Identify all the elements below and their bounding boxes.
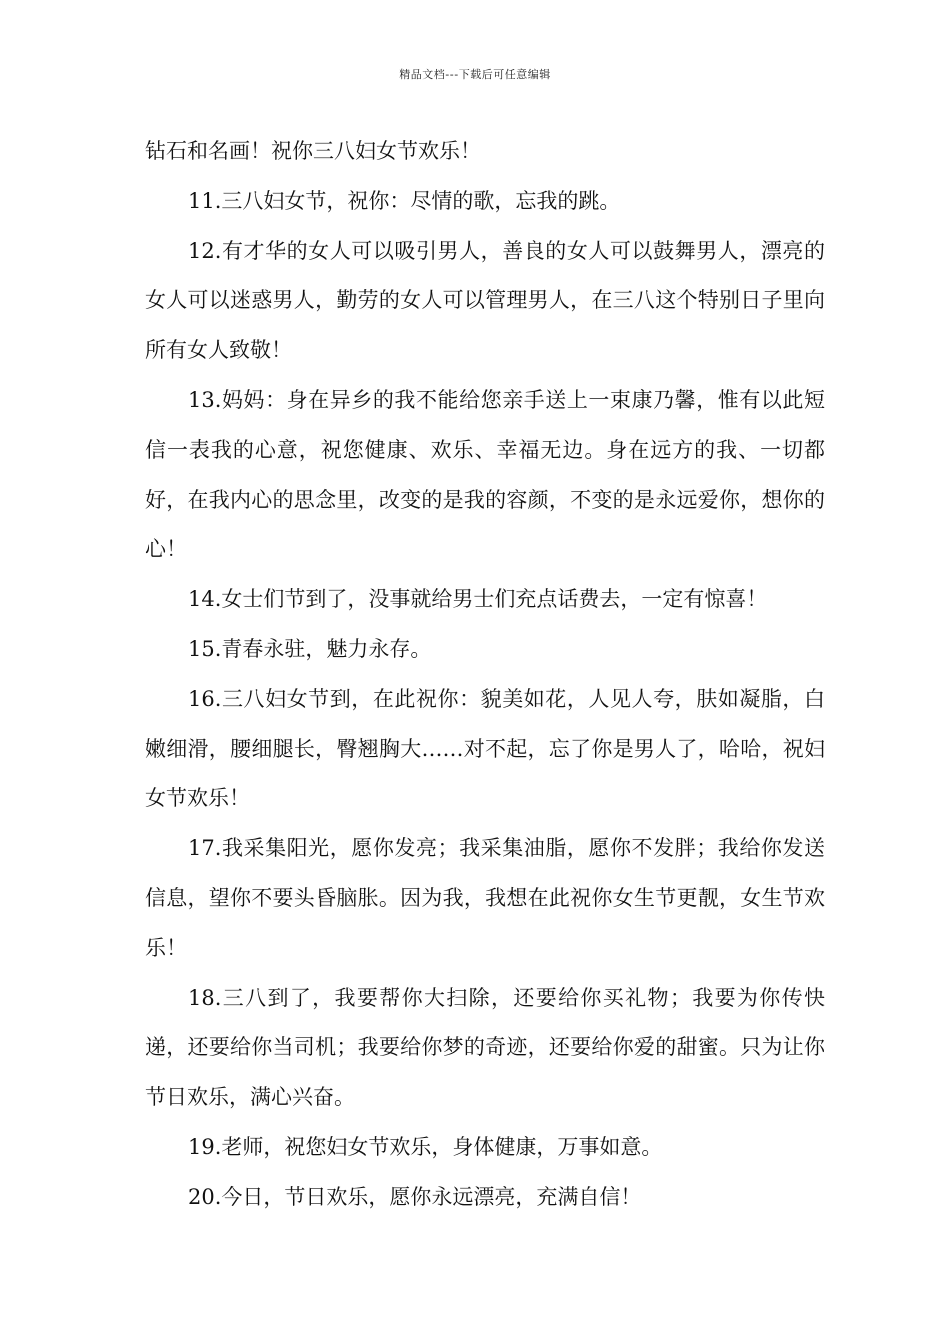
document-body <box>145 127 825 1223</box>
page-header: 精品文档---下载后可任意编辑 <box>399 68 551 81</box>
paragraph-item-18: 18.三八到了，我要帮你大扫除，还要给你买礼物；我要为你传快递，还要给你当司机；我要给你梦的奇迹，还要给你爱的甜蜜。只为让你节日欢乐，满心兴奋。 <box>145 985 825 1110</box>
paragraph-continuation: 钻石和名画！祝你三八妇女节欢乐！ <box>145 139 481 163</box>
paragraph-item-12: 12.有才华的女人可以吸引男人，善良的女人可以鼓舞男人，漂亮的女人可以迷惑男人，勤劳的女人可以管理男人，在三八这个特别日子里向所有女人致敬！ <box>145 238 825 363</box>
paragraph-item-15: 15.青春永驻，魅力永存。 <box>188 636 432 661</box>
paragraph-item-17: 17.我采集阳光，愿你发亮；我采集油脂，愿你不发胖；我给你发送信息，望你不要头昏脑胀。因为我，我想在此祝你女生节更靓，女生节欢乐！ <box>145 836 825 960</box>
paragraph-item-16: 16.三八妇女节到，在此祝你：貌美如花，人见人夸，肤如凝脂，白嫩细滑，腰细腿长，臀翘胸大……对不起，忘了你是男人了，哈哈，祝妇女节欢乐！ <box>145 686 825 811</box>
paragraph-item-14: 14.女士们节到了，没事就给男士们充点话费去，一定有惊喜！ <box>188 587 768 612</box>
paragraph-item-19: 19.老师，祝您妇女节欢乐，身体健康，万事如意。 <box>188 1134 663 1159</box>
paragraph-item-11: 11.三八妇女节，祝你：尽情的歌，忘我的跳。 <box>188 188 621 213</box>
paragraph-item-20: 20.今日，节日欢乐，愿你永远漂亮，充满自信！ <box>188 1184 642 1209</box>
paragraph-item-13: 13.妈妈：身在异乡的我不能给您亲手送上一束康乃馨，惟有以此短信一表我的心意，祝您健康、欢乐、幸福无边。身在远方的我、一切都好，在我内心的思念里，改变的是我的容颜，不变的是永远爱你，想你的心！ <box>145 387 825 562</box>
